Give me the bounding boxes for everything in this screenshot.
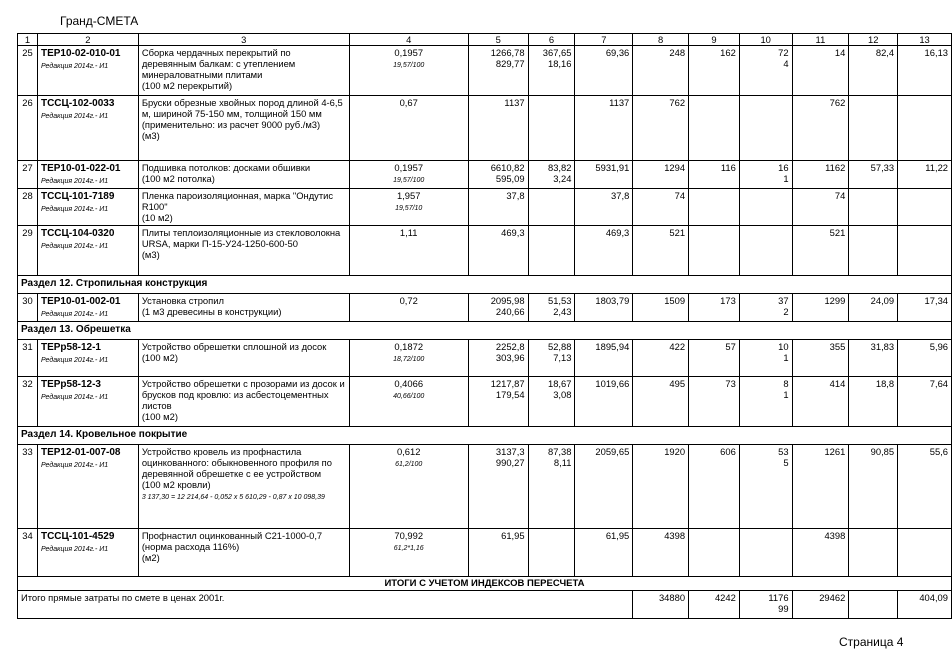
item-quantity-cell <box>349 189 468 226</box>
totals-value-c13: 404,09 <box>898 591 952 619</box>
value-cell-c7: 37,8 <box>575 189 633 226</box>
value-cell-c12 <box>849 529 898 577</box>
column-number-row <box>18 34 952 46</box>
value-cell-c12: 90,85 <box>849 445 898 529</box>
item-code: ТССЦ-102-0033 <box>40 98 115 109</box>
value-cell-c11: 1299 <box>792 294 849 322</box>
item-name: Бруски обрезные хвойных пород длиной 4-6,5 м, шириной 75-150 мм, толщиной 150 мм (применительно: из расчет 9000 руб./м3) (м3) <box>141 97 343 141</box>
value-cell-c9: 57 <box>689 340 740 377</box>
item-name: Профнастил оцинкованный С21-1000-0,7 (норма расхода 116%) (м2) <box>141 530 323 563</box>
item-code: ТССЦ-104-0320 <box>40 228 115 239</box>
item-quantity-cell <box>349 377 468 427</box>
item-number: 32 <box>18 377 38 427</box>
totals-title-row <box>18 577 952 591</box>
item-revision: Редакция 2014г.- И1 <box>40 357 109 364</box>
item-code-cell <box>37 529 138 577</box>
value-cell-c9: 606 <box>689 445 740 529</box>
value-cell-c9 <box>689 96 740 161</box>
item-name-cell <box>138 377 349 427</box>
estimate-item-row <box>18 96 952 161</box>
item-code: ТЕР12-01-007-08 <box>40 447 121 458</box>
column-number-cell: 3 <box>138 34 349 46</box>
value-cell-c10 <box>739 189 792 226</box>
item-quantity: 70,992 <box>394 530 424 541</box>
value-cell-c12: 82,4 <box>849 46 898 96</box>
item-name-cell <box>138 294 349 322</box>
item-name-cell <box>138 46 349 96</box>
item-quantity-cell <box>349 96 468 161</box>
totals-label: Итого прямые затраты по смете в ценах 2001г. <box>18 591 633 619</box>
item-quantity-cell <box>349 340 468 377</box>
value-cell-c6 <box>528 189 575 226</box>
totals-value-c10: 1176 99 <box>739 591 792 619</box>
estimate-item-row <box>18 377 952 427</box>
value-cell-c5: 2252,8 303,96 <box>468 340 528 377</box>
value-cell-c8: 4398 <box>633 529 689 577</box>
item-revision: Редакция 2014г.- И1 <box>40 206 109 213</box>
value-cell-c5: 1266,78 829,77 <box>468 46 528 96</box>
item-number: 26 <box>18 96 38 161</box>
item-name: Устройство кровель из профнастила оцинкованного: обыкновенного профиля по деревянной обрешетке с ее устройством (100 м2 кровли) <box>141 446 332 490</box>
item-code: ТЕРр58-12-3 <box>40 379 101 390</box>
value-cell-c12: 24,09 <box>849 294 898 322</box>
value-cell-c10 <box>739 226 792 276</box>
value-cell-c5: 37,8 <box>468 189 528 226</box>
value-cell-c10: 72 4 <box>739 46 792 96</box>
item-code-cell <box>37 377 138 427</box>
column-number-cell: 5 <box>468 34 528 46</box>
item-revision: Редакция 2014г.- И1 <box>40 113 109 120</box>
totals-value-c8: 34880 <box>633 591 689 619</box>
column-number-cell: 8 <box>633 34 689 46</box>
item-number: 25 <box>18 46 38 96</box>
value-cell-c13: 5,96 <box>898 340 952 377</box>
value-cell-c11: 1162 <box>792 161 849 189</box>
item-quantity: 0,1957 <box>394 162 424 173</box>
item-code: ТЕР10-02-010-01 <box>40 48 121 59</box>
value-cell-c6 <box>528 529 575 577</box>
item-number: 31 <box>18 340 38 377</box>
estimate-table-body <box>18 34 952 619</box>
item-code: ТЕРр58-12-1 <box>40 342 101 353</box>
item-code-cell <box>37 340 138 377</box>
item-number: 30 <box>18 294 38 322</box>
item-name-cell <box>138 340 349 377</box>
value-cell-c10 <box>739 96 792 161</box>
value-cell-c13 <box>898 529 952 577</box>
estimate-table <box>17 33 952 619</box>
value-cell-c6: 83,82 3,24 <box>528 161 575 189</box>
column-number-cell: 10 <box>739 34 792 46</box>
value-cell-c10: 37 2 <box>739 294 792 322</box>
value-cell-c11: 414 <box>792 377 849 427</box>
value-cell-c9 <box>689 189 740 226</box>
item-name: Пленка пароизоляционная, марка "Ондутис R100" (10 м2) <box>141 190 334 223</box>
value-cell-c9: 173 <box>689 294 740 322</box>
item-name-cell <box>138 226 349 276</box>
item-name: Установка стропил (1 м3 древесины в конструкции) <box>141 295 282 317</box>
value-cell-c6: 87,38 8,11 <box>528 445 575 529</box>
item-quantity: 0,612 <box>396 446 421 457</box>
value-cell-c8: 521 <box>633 226 689 276</box>
value-cell-c6: 52,88 7,13 <box>528 340 575 377</box>
item-name: Подшивка потолков: досками обшивки (100 м2 потолка) <box>141 162 311 184</box>
item-revision: Редакция 2014г.- И1 <box>40 546 109 553</box>
item-number: 28 <box>18 189 38 226</box>
value-cell-c7: 1895,94 <box>575 340 633 377</box>
value-cell-c10: 53 5 <box>739 445 792 529</box>
section-row <box>18 427 952 445</box>
value-cell-c13: 55,6 <box>898 445 952 529</box>
value-cell-c13: 16,13 <box>898 46 952 96</box>
item-code-cell <box>37 445 138 529</box>
value-cell-c5: 1217,87 179,54 <box>468 377 528 427</box>
column-number-cell: 7 <box>575 34 633 46</box>
estimate-item-row <box>18 46 952 96</box>
item-revision: Редакция 2014г.- И1 <box>40 462 109 469</box>
item-quantity-calc: 18,72/100 <box>393 356 425 363</box>
value-cell-c5: 6610,82 595,09 <box>468 161 528 189</box>
value-cell-c8: 248 <box>633 46 689 96</box>
value-cell-c13: 11,22 <box>898 161 952 189</box>
value-cell-c9: 116 <box>689 161 740 189</box>
item-code-cell <box>37 226 138 276</box>
column-number-cell: 1 <box>18 34 38 46</box>
column-number-cell: 12 <box>849 34 898 46</box>
value-cell-c12 <box>849 226 898 276</box>
value-cell-c8: 74 <box>633 189 689 226</box>
value-cell-c13: 17,34 <box>898 294 952 322</box>
value-cell-c10: 10 1 <box>739 340 792 377</box>
item-quantity-cell <box>349 46 468 96</box>
item-code-cell <box>37 161 138 189</box>
value-cell-c11: 14 <box>792 46 849 96</box>
item-quantity-cell <box>349 529 468 577</box>
value-cell-c5: 469,3 <box>468 226 528 276</box>
column-number-cell: 13 <box>898 34 952 46</box>
value-cell-c13 <box>898 189 952 226</box>
item-quantity-calc: 61,2*1,16 <box>393 545 424 552</box>
value-cell-c7: 5931,91 <box>575 161 633 189</box>
item-quantity: 0,4066 <box>394 378 424 389</box>
value-cell-c9 <box>689 529 740 577</box>
item-quantity-calc: 19,57/100 <box>393 62 425 69</box>
value-cell-c9 <box>689 226 740 276</box>
document-header: Гранд-СМЕТА <box>60 14 139 28</box>
item-revision: Редакция 2014г.- И1 <box>40 311 109 318</box>
value-cell-c13 <box>898 226 952 276</box>
item-quantity-calc: 19,57/100 <box>393 177 425 184</box>
item-name-cell <box>138 96 349 161</box>
value-cell-c7: 1019,66 <box>575 377 633 427</box>
section-title: Раздел 13. Обрешетка <box>18 322 952 340</box>
value-cell-c5: 2095,98 240,66 <box>468 294 528 322</box>
item-revision: Редакция 2014г.- И1 <box>40 243 109 250</box>
item-quantity: 0,1872 <box>394 341 424 352</box>
value-cell-c8: 1509 <box>633 294 689 322</box>
value-cell-c12 <box>849 189 898 226</box>
item-code-cell <box>37 189 138 226</box>
value-cell-c11: 74 <box>792 189 849 226</box>
value-cell-c6: 18,67 3,08 <box>528 377 575 427</box>
value-cell-c9: 162 <box>689 46 740 96</box>
value-cell-c5: 61,95 <box>468 529 528 577</box>
value-cell-c11: 762 <box>792 96 849 161</box>
value-cell-c6: 51,53 2,43 <box>528 294 575 322</box>
column-number-cell: 11 <box>792 34 849 46</box>
value-cell-c12: 31,83 <box>849 340 898 377</box>
item-number: 29 <box>18 226 38 276</box>
value-cell-c12: 18,8 <box>849 377 898 427</box>
item-code-cell <box>37 96 138 161</box>
item-name: Устройство обрешетки с прозорами из досок и брусков под кровлю: из асбестоцементных листов (100 м2) <box>141 378 345 422</box>
item-revision: Редакция 2014г.- И1 <box>40 63 109 70</box>
section-title: Раздел 14. Кровельное покрытие <box>18 427 952 445</box>
item-quantity-cell <box>349 161 468 189</box>
item-quantity: 0,72 <box>399 295 418 306</box>
column-number-cell: 2 <box>37 34 138 46</box>
item-quantity-calc: 61,2/100 <box>395 461 423 468</box>
value-cell-c7: 469,3 <box>575 226 633 276</box>
column-number-cell: 9 <box>689 34 740 46</box>
value-cell-c8: 1294 <box>633 161 689 189</box>
value-cell-c10 <box>739 529 792 577</box>
value-cell-c6 <box>528 226 575 276</box>
totals-value-c9: 4242 <box>689 591 740 619</box>
value-cell-c6: 367,65 18,16 <box>528 46 575 96</box>
value-cell-c7: 1803,79 <box>575 294 633 322</box>
item-quantity-cell <box>349 445 468 529</box>
column-number-cell: 6 <box>528 34 575 46</box>
section-row <box>18 276 952 294</box>
item-quantity-calc: 40,66/100 <box>393 393 425 400</box>
estimate-item-row <box>18 161 952 189</box>
value-cell-c8: 762 <box>633 96 689 161</box>
value-cell-c11: 1261 <box>792 445 849 529</box>
value-cell-c9: 73 <box>689 377 740 427</box>
item-revision: Редакция 2014г.- И1 <box>40 394 109 401</box>
item-quantity: 1,957 <box>396 190 421 201</box>
page-number: Страница 4 <box>839 635 904 649</box>
section-title: Раздел 12. Стропильная конструкция <box>18 276 952 294</box>
value-cell-c5: 3137,3 990,27 <box>468 445 528 529</box>
value-cell-c10: 16 1 <box>739 161 792 189</box>
totals-value-c12 <box>849 591 898 619</box>
estimate-item-row <box>18 445 952 529</box>
estimate-item-row <box>18 340 952 377</box>
item-name-cell <box>138 189 349 226</box>
item-quantity-cell <box>349 294 468 322</box>
item-revision: Редакция 2014г.- И1 <box>40 178 109 185</box>
item-name-cell <box>138 445 349 529</box>
section-row <box>18 322 952 340</box>
item-name: Устройство обрешетки сплошной из досок (100 м2) <box>141 341 327 363</box>
value-cell-c12 <box>849 96 898 161</box>
value-cell-c6 <box>528 96 575 161</box>
totals-row <box>18 591 952 619</box>
item-code: ТЕР10-01-002-01 <box>40 296 121 307</box>
value-cell-c12: 57,33 <box>849 161 898 189</box>
totals-title: ИТОГИ С УЧЕТОМ ИНДЕКСОВ ПЕРЕСЧЕТА <box>18 577 952 591</box>
estimate-item-row <box>18 294 952 322</box>
item-quantity: 0,1957 <box>394 47 424 58</box>
item-quantity: 0,67 <box>399 97 418 108</box>
value-cell-c11: 521 <box>792 226 849 276</box>
item-code: ТССЦ-101-4529 <box>40 531 115 542</box>
item-quantity-cell <box>349 226 468 276</box>
estimate-item-row <box>18 226 952 276</box>
value-cell-c7: 69,36 <box>575 46 633 96</box>
totals-value-c11: 29462 <box>792 591 849 619</box>
item-name: Плиты теплоизоляционные из стекловолокна URSA, марки П-15-У24-1250-600-50 (м3) <box>141 227 341 260</box>
value-cell-c5: 1137 <box>468 96 528 161</box>
estimate-item-row <box>18 189 952 226</box>
item-number: 27 <box>18 161 38 189</box>
value-cell-c13: 7,64 <box>898 377 952 427</box>
column-number-cell: 4 <box>349 34 468 46</box>
item-name: Сборка чердачных перекрытий по деревянным балкам: с утеплением минераловатными плитами (100 м2 перекрытий) <box>141 47 296 91</box>
value-cell-c8: 1920 <box>633 445 689 529</box>
item-number: 34 <box>18 529 38 577</box>
value-cell-c7: 1137 <box>575 96 633 161</box>
value-cell-c11: 355 <box>792 340 849 377</box>
value-cell-c8: 495 <box>633 377 689 427</box>
value-cell-c13 <box>898 96 952 161</box>
item-quantity: 1,11 <box>399 227 418 238</box>
value-cell-c8: 422 <box>633 340 689 377</box>
item-code-cell <box>37 294 138 322</box>
item-number: 33 <box>18 445 38 529</box>
estimate-item-row <box>18 529 952 577</box>
value-cell-c7: 2059,65 <box>575 445 633 529</box>
item-code-cell <box>37 46 138 96</box>
value-cell-c7: 61,95 <box>575 529 633 577</box>
item-name-cell <box>138 529 349 577</box>
item-quantity-calc: 19,57/10 <box>395 205 423 212</box>
value-cell-c10: 8 1 <box>739 377 792 427</box>
item-code: ТССЦ-101-7189 <box>40 191 115 202</box>
item-code: ТЕР10-01-022-01 <box>40 163 121 174</box>
item-formula: 3 137,30 = 12 214,64 - 0,052 x 5 610,29 - 0,87 x 10 098,39 <box>141 494 325 501</box>
value-cell-c11: 4398 <box>792 529 849 577</box>
item-name-cell <box>138 161 349 189</box>
